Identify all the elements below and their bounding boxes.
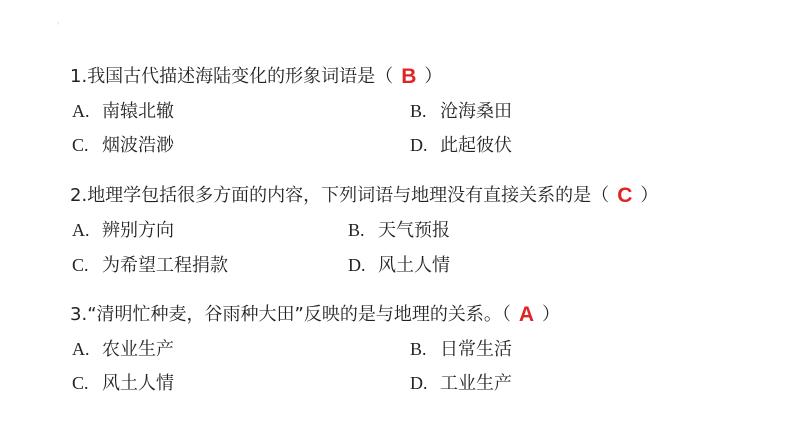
question-number: 3. — [70, 304, 88, 325]
option-letter: B. — [410, 101, 427, 121]
option-text: 沧海桑田 — [440, 101, 512, 122]
option-a — [72, 221, 174, 240]
option-b — [410, 340, 512, 359]
option-letter: C. — [72, 255, 89, 275]
question-text: 我国古代描述海陆变化的形象词语是（ — [87, 66, 394, 87]
option-letter: D. — [348, 255, 366, 275]
option-letter: A. — [72, 220, 90, 240]
question-number: 1. — [70, 66, 88, 87]
option-letter: D. — [410, 135, 428, 155]
answer-mark: C — [617, 184, 633, 207]
question-close-paren: ） — [424, 66, 443, 87]
option-b — [348, 221, 450, 240]
option-letter: A. — [72, 339, 90, 359]
option-letter: A. — [72, 101, 90, 121]
option-text: 工业生产 — [440, 373, 512, 394]
option-a — [72, 102, 174, 121]
option-letter: C. — [72, 135, 89, 155]
option-text: 烟波浩渺 — [102, 135, 174, 156]
question-text: 地理学包括很多方面的内容，下列词语与地理没有直接关系的是（ — [87, 185, 610, 206]
question-3 — [70, 304, 560, 325]
question-1 — [70, 66, 442, 87]
option-d — [410, 374, 512, 393]
option-d — [410, 136, 512, 155]
option-c — [72, 256, 228, 275]
option-letter: C. — [72, 373, 89, 393]
option-text: 此起彼伏 — [440, 135, 512, 156]
option-text: 南辕北辙 — [102, 101, 174, 122]
option-b — [410, 102, 512, 121]
question-close-paren: ） — [640, 185, 659, 206]
option-text: 风土人情 — [378, 255, 450, 276]
option-text: 天气预报 — [378, 220, 450, 241]
option-text: 为希望工程捐款 — [102, 255, 228, 276]
option-c — [72, 136, 174, 155]
option-text: 风土人情 — [102, 373, 174, 394]
option-text: 日常生活 — [440, 339, 512, 360]
option-c — [72, 374, 174, 393]
corner-mark: ◦ — [56, 20, 61, 28]
option-letter: B. — [348, 220, 365, 240]
answer-mark: B — [401, 65, 417, 88]
option-d — [348, 256, 450, 275]
question-number: 2. — [70, 185, 88, 206]
option-text: 农业生产 — [102, 339, 174, 360]
question-close-paren: ） — [542, 304, 561, 325]
question-text: “清明忙种麦，谷雨种大田”反映的是与地理的关系。（ — [87, 304, 511, 325]
option-letter: D. — [410, 373, 428, 393]
option-a — [72, 340, 174, 359]
option-text: 辨别方向 — [102, 220, 174, 241]
question-2 — [70, 185, 658, 206]
answer-mark: A — [518, 303, 535, 326]
option-letter: B. — [410, 339, 427, 359]
